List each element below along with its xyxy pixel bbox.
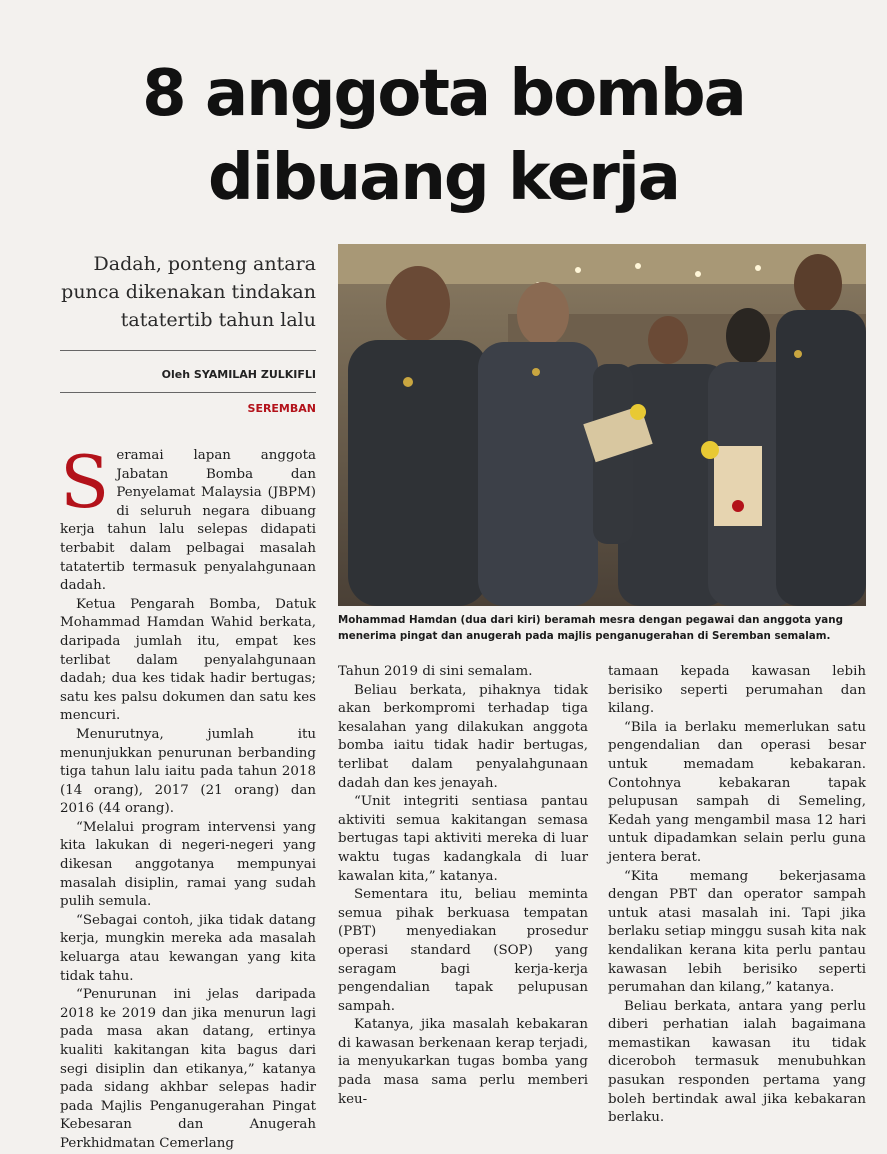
divider-rule — [60, 392, 316, 393]
paragraph: tamaan kepada kawasan lebih berisiko seperti perumahan dan kilang. — [608, 664, 866, 717]
paragraph: “Unit integriti sentiasa pantau aktiviti semua kakitangan semasa bertugas tapi aktiviti mereka di luar waktu tugas kadangkala di luar kawalan kita,” katanya. — [338, 794, 588, 884]
dateline: SEREMBAN — [247, 402, 316, 415]
photo-caption: Mohammad Hamdan (dua dari kiri) beramah mesra dengan pegawai dan anggota yang menerima pingat dan anugerah pada majlis penganugerahan di Seremban semalam. — [338, 614, 843, 642]
article-column-1 — [60, 440, 316, 1154]
headline-line-2: dibuang kerja — [208, 141, 679, 215]
paragraph: “Bila ia berlaku memerlukan satu pengendalian dan operasi besar untuk memadam kebakaran. Contohnya kebakaran tapak pelupusan sampah di Semeling, Kedah yang mengambil masa 12 hari untuk dipadamkan selain perlu guna jentera berat. — [608, 719, 866, 865]
paragraph: Beliau berkata, pihaknya tidak akan berkompromi terhadap tiga kesalahan yang dilakukan anggota bomba iaitu tidak hadir bertugas, terlibat dalam penyalahgunaan dadah dan kes jenayah. — [338, 682, 588, 791]
headline-line-1: 8 anggota bomba — [142, 57, 745, 131]
drop-cap: S — [60, 440, 110, 524]
paragraph: Sementara itu, beliau meminta semua pihak berkuasa tempatan (PBT) menyediakan prosedur operasi standard (SOP) yang seragam bagi kerja-kerja pengendalian tapak pelupusan sampah. — [338, 887, 588, 1014]
headline — [0, 52, 887, 220]
paragraph: Menurutnya, jumlah itu menunjukkan penurunan berbanding tiga tahun lalu iaitu pada tahun 2018 (14 orang), 2017 (21 orang) dan 2016 (44 orang). — [60, 726, 316, 817]
paragraph: Ketua Pengarah Bomba, Datuk Mohammad Hamdan Wahid berkata, daripada jumlah itu, empat kes terlibat dalam penyalahgunaan dadah; dua kes tidak hadir bertugas; satu kes palsu dokumen dan satu kes mencuri. — [60, 596, 316, 724]
paragraph: “Sebagai contoh, jika tidak datang kerja, mungkin mereka ada masalah keluarga atau kewangan yang kita tidak tahu. — [60, 912, 316, 984]
article-column-3 — [608, 663, 866, 1128]
paragraph: “Melalui program intervensi yang kita lakukan di negeri-negeri yang dikesan anggotanya mempunyai masalah disiplin, ramai yang sudah pulih semula. — [60, 819, 316, 910]
divider-rule — [60, 350, 316, 351]
paragraph: Tahun 2019 di sini semalam. — [338, 664, 533, 679]
paragraph: “Penurunan ini jelas daripada 2018 ke 2019 dan jika menurun lagi pada masa akan datang, ertinya kualiti kakitangan kita bagus dari segi disiplin dan etikanya,” katanya pada sidang akhbar selepas hadir pada Majlis Penganugerahan Pingat Kebesaran dan Anugerah Perkhidmatan Cemerlang — [60, 987, 316, 1151]
standfirst: Dadah, ponteng antara punca dikenakan tindakan tatatertib tahun lalu — [61, 253, 316, 331]
news-photo — [338, 244, 866, 606]
paragraph: eramai lapan anggota Jabatan Bomba dan Penyelamat Malaysia (JBPM) di seluruh negara dibuang kerja tahun lalu selepas didapati terbabit dalam pelbagai masalah tatatertib termasuk penyalahgunaan dadah. — [60, 448, 316, 594]
byline: Oleh SYAMILAH ZULKIFLI — [161, 368, 316, 381]
article-column-2 — [338, 663, 588, 1109]
paragraph: “Kita memang bekerjasama dengan PBT dan operator sampah untuk atasi masalah ini. Tapi jika berlaku setiap minggu susah kita nak kendalikan kerana kita perlu pantau kawasan lebih berisiko seperti perumahan dan kilang,” katanya. — [608, 868, 866, 996]
paragraph: Katanya, jika masalah kebakaran di kawasan berkenaan kerap terjadi, ia menyukarkan tugas bomba yang pada masa sama perlu memberi keu- — [338, 1017, 588, 1107]
paragraph: Beliau berkata, antara yang perlu diberi perhatian ialah bagaimana memastikan kawasan itu tidak diceroboh termasuk menubuhkan pasukan responden pertama yang boleh bertindak awal jika kebakaran berlaku. — [608, 998, 866, 1126]
